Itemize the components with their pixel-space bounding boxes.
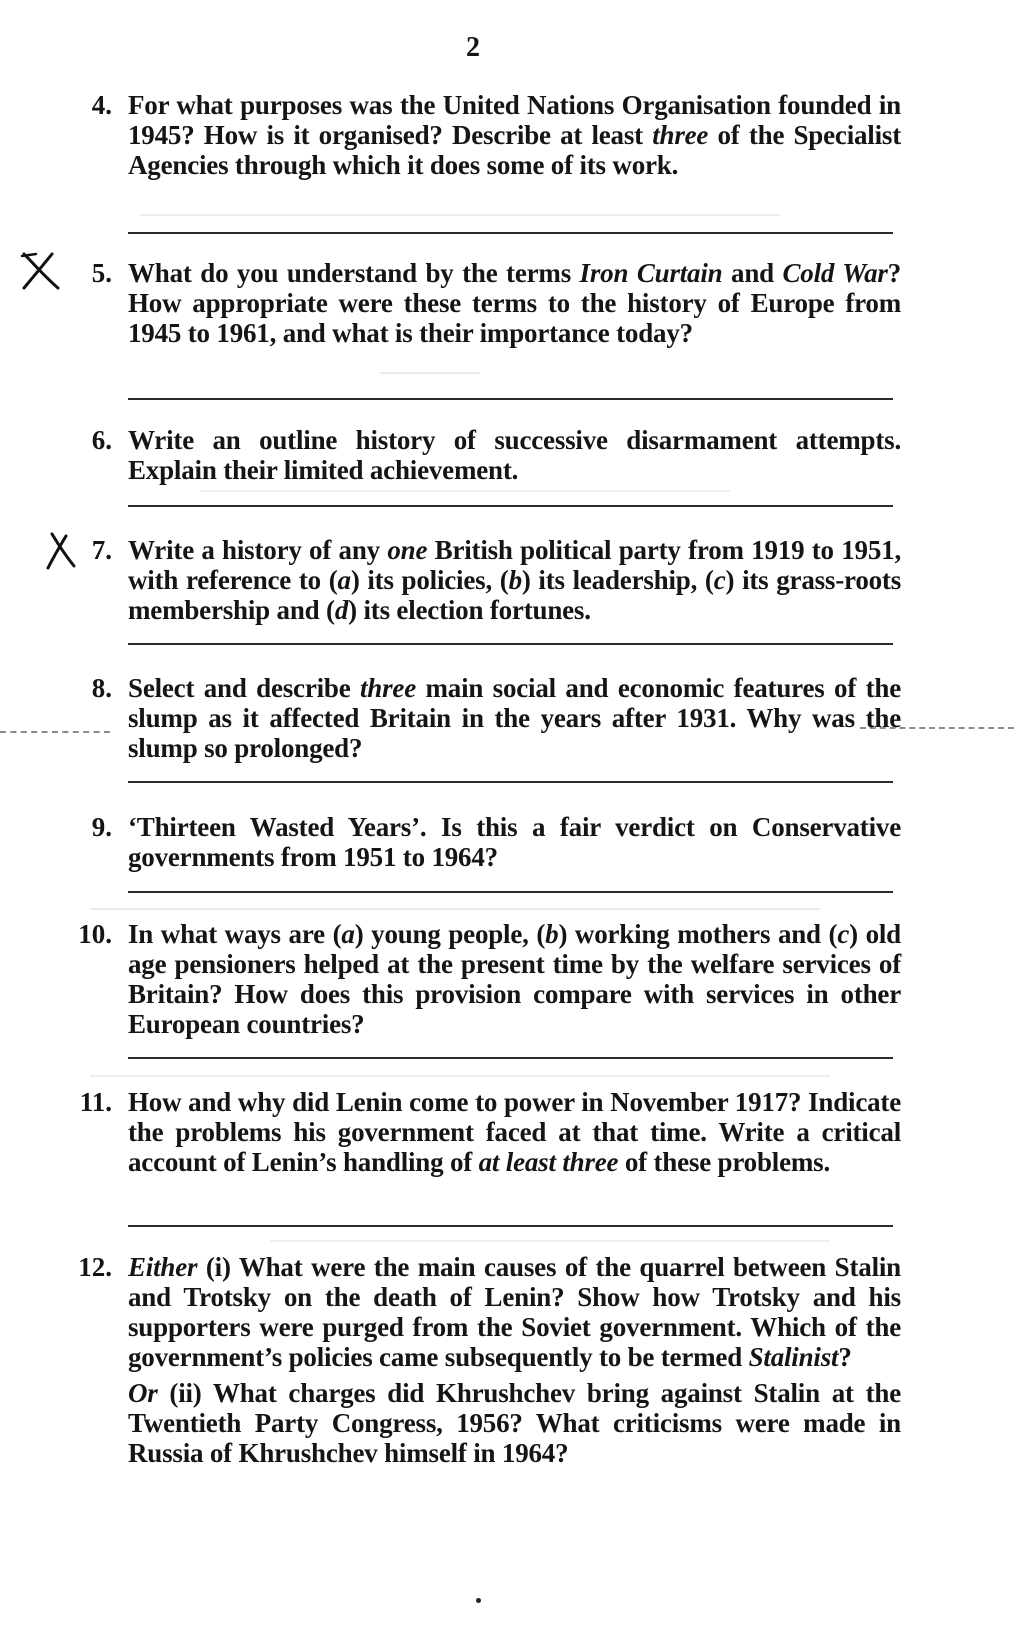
question-divider	[128, 781, 893, 783]
question-divider	[128, 643, 893, 645]
question-number: 6.	[91, 425, 112, 455]
question-divider	[128, 232, 893, 234]
scan-noise	[140, 214, 780, 216]
page-number: 2	[466, 32, 480, 63]
question-text: For what purposes was the United Nations Organisation founded in 1945? How is it organised? Describe at least three of the Specialist Agencies through which it does some of its work.	[128, 90, 901, 180]
question-number: 12.	[78, 1252, 112, 1282]
page-footer-dot	[476, 1598, 481, 1603]
question-divider	[128, 891, 893, 893]
scan-noise	[380, 372, 480, 374]
question-number: 5.	[91, 258, 112, 288]
question-text: Select and describe three main social and economic features of the slump as it affected Britain in the years after 1931. Why was the slump so prolonged?	[128, 673, 901, 763]
question-part-either: Either (i) What were the main causes of the quarrel between Stalin and Trotsky on the death of Lenin? Show how Trotsky and his supporters were purged from the Soviet government. Which of the government’s policies came subsequently to be termed Stalinist?	[128, 1252, 901, 1372]
question-number: 4.	[91, 90, 112, 120]
scan-noise	[200, 490, 730, 492]
question-part-or: Or (ii) What charges did Khrushchev bring against Stalin at the Twentieth Party Congress, 1956? What criticisms were made in Russia of Khrushchev himself in 1964?	[128, 1378, 901, 1468]
question-number: 11.	[79, 1087, 112, 1117]
question-text	[128, 1252, 901, 1468]
question-number: 9.	[91, 812, 112, 842]
question-text: What do you understand by the terms Iron Curtain and Cold War? How appropriate were these terms to the history of Europe from 1945 to 1961, and what is their importance today?	[128, 258, 901, 348]
question-text: ‘Thirteen Wasted Years’. Is this a fair verdict on Conservative governments from 1951 to 1964?	[128, 812, 901, 872]
question-number: 10.	[78, 919, 112, 949]
question-divider	[128, 1225, 893, 1227]
question-number: 8.	[91, 673, 112, 703]
question-text: Write an outline history of successive disarmament attempts. Explain their limited achievement.	[128, 425, 901, 485]
question-text: In what ways are (a) young people, (b) working mothers and (c) old age pensioners helped at the present time by the welfare services of Britain? How does this provision compare with services in other European countries?	[128, 919, 901, 1039]
question-text: Write a history of any one British political party from 1919 to 1951, with reference to (a) its policies, (b) its leadership, (c) its grass-roots membership and (d) its election fortunes.	[128, 535, 902, 625]
scan-noise	[90, 1075, 830, 1077]
question-text: How and why did Lenin come to power in November 1917? Indicate the problems his government faced at that time. Write a critical account of Lenin’s handling of at least three of these problems.	[128, 1087, 901, 1177]
question-number: 7.	[91, 535, 112, 565]
question-divider	[128, 398, 893, 400]
scan-noise	[90, 908, 820, 910]
scan-noise	[270, 1240, 830, 1242]
question-divider	[128, 505, 893, 507]
question-divider	[128, 1057, 893, 1059]
scan-artifact-line	[0, 731, 110, 733]
